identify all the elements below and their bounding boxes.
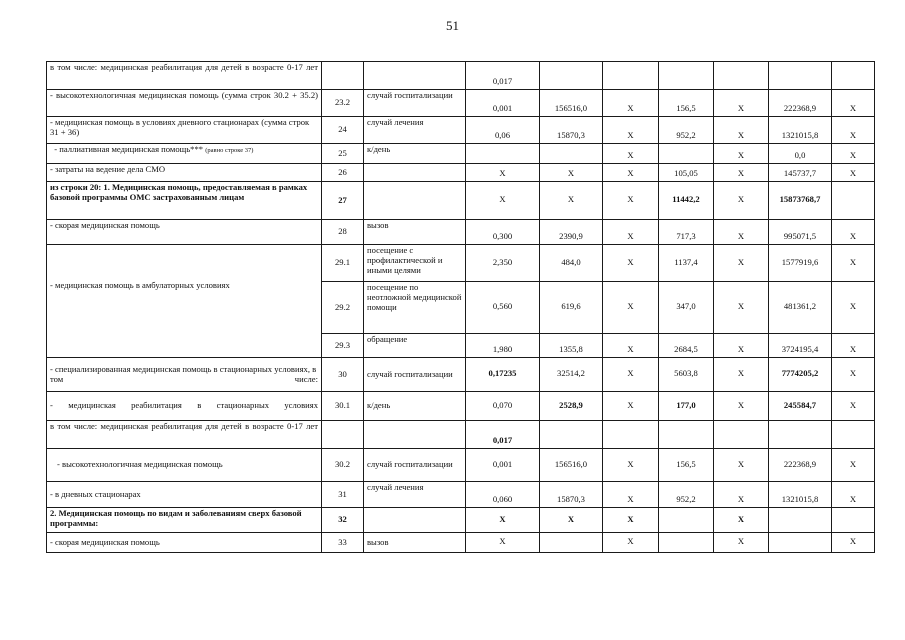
table-row: [47, 90, 875, 117]
value-cell: [832, 62, 875, 90]
row-description: - скорая медицинская помощь: [47, 533, 322, 553]
value-cell: X: [832, 449, 875, 482]
value-cell: X: [714, 358, 769, 392]
value-cell: 0,0: [769, 144, 832, 164]
value-cell: [603, 62, 659, 90]
value-cell: [714, 421, 769, 449]
row-number: 30: [322, 358, 364, 392]
value-cell: X: [603, 90, 659, 117]
value-cell: 2390,9: [540, 220, 603, 245]
value-cell: 0,060: [466, 482, 540, 508]
value-cell: X: [832, 245, 875, 282]
value-cell: 32514,2: [540, 358, 603, 392]
value-cell: 3724195,4: [769, 334, 832, 358]
value-cell: [603, 421, 659, 449]
value-cell: [832, 421, 875, 449]
value-cell: 222368,9: [769, 90, 832, 117]
value-cell: [659, 421, 714, 449]
value-cell: X: [603, 334, 659, 358]
row-description-text: - паллиативная медицинская помощь***: [54, 144, 204, 154]
value-cell: X: [832, 220, 875, 245]
value-cell: 1137,4: [659, 245, 714, 282]
value-cell: X: [832, 482, 875, 508]
value-cell: 7774205,2: [769, 358, 832, 392]
value-cell: 1,980: [466, 334, 540, 358]
value-cell: 2684,5: [659, 334, 714, 358]
value-cell: X: [714, 220, 769, 245]
row-unit: к/день: [364, 392, 466, 421]
value-cell: 2528,9: [540, 392, 603, 421]
row-number: 29.3: [322, 334, 364, 358]
value-cell: 11442,2: [659, 182, 714, 220]
value-cell: [769, 508, 832, 533]
row-unit: [364, 421, 466, 449]
value-cell: X: [714, 282, 769, 334]
value-cell: 15870,3: [540, 482, 603, 508]
value-cell: 347,0: [659, 282, 714, 334]
value-cell: 0,070: [466, 392, 540, 421]
table-row: [47, 164, 875, 182]
row-number: [322, 421, 364, 449]
row-description: - скорая медицинская помощь: [47, 220, 322, 245]
value-cell: [769, 421, 832, 449]
value-cell: 245584,7: [769, 392, 832, 421]
value-cell: X: [832, 392, 875, 421]
row-unit: посещение с профилактической и иными целями: [364, 245, 466, 282]
value-cell: 0,001: [466, 449, 540, 482]
value-cell: 0,001: [466, 90, 540, 117]
table-row: [47, 182, 875, 220]
row-description: 2. Медицинская помощь по видам и заболеваниям сверх базовой программы:: [47, 508, 322, 533]
value-cell: X: [832, 358, 875, 392]
value-cell: 0,17235: [466, 358, 540, 392]
value-cell: X: [714, 144, 769, 164]
value-cell: 0,017: [466, 62, 540, 90]
value-cell: X: [832, 334, 875, 358]
row-unit: случай госпитализации: [364, 358, 466, 392]
value-cell: [659, 62, 714, 90]
value-cell: 15873768,7: [769, 182, 832, 220]
value-cell: 156516,0: [540, 449, 603, 482]
value-cell: 105,05: [659, 164, 714, 182]
row-description: - медицинская помощь в условиях дневного стационарах (сумма строк 31 + 36): [47, 117, 322, 144]
value-cell: 222368,9: [769, 449, 832, 482]
value-cell: X: [832, 282, 875, 334]
row-number: 29.1: [322, 245, 364, 282]
value-cell: X: [466, 533, 540, 553]
value-cell: X: [603, 449, 659, 482]
value-cell: X: [714, 164, 769, 182]
row-number: 26: [322, 164, 364, 182]
row-number: 23.2: [322, 90, 364, 117]
budget-table: [46, 61, 875, 553]
value-cell: X: [714, 449, 769, 482]
value-cell: [540, 62, 603, 90]
value-cell: 15870,3: [540, 117, 603, 144]
value-cell: X: [603, 245, 659, 282]
value-cell: X: [603, 144, 659, 164]
value-cell: [769, 62, 832, 90]
value-cell: [832, 508, 875, 533]
table-row: [47, 482, 875, 508]
value-cell: X: [603, 392, 659, 421]
row-description: [47, 144, 322, 164]
table-row: [47, 220, 875, 245]
table-row: [47, 449, 875, 482]
table-row: [47, 508, 875, 533]
row-unit: случай госпитализации: [364, 449, 466, 482]
value-cell: X: [832, 164, 875, 182]
value-cell: 2,350: [466, 245, 540, 282]
value-cell: 156516,0: [540, 90, 603, 117]
value-cell: 145737,7: [769, 164, 832, 182]
row-unit: обращение: [364, 334, 466, 358]
table-row: [47, 358, 875, 392]
value-cell: 481361,2: [769, 282, 832, 334]
value-cell: X: [540, 164, 603, 182]
value-cell: 156,5: [659, 90, 714, 117]
value-cell: 0,017: [466, 421, 540, 449]
value-cell: X: [714, 182, 769, 220]
row-unit: к/день: [364, 144, 466, 164]
value-cell: X: [603, 482, 659, 508]
value-cell: X: [603, 220, 659, 245]
value-cell: 1577919,6: [769, 245, 832, 282]
row-description: - медицинская помощь в амбулаторных условиях: [47, 245, 322, 358]
value-cell: X: [603, 182, 659, 220]
value-cell: 952,2: [659, 482, 714, 508]
row-number: 30.1: [322, 392, 364, 421]
row-number: 30.2: [322, 449, 364, 482]
value-cell: 717,3: [659, 220, 714, 245]
value-cell: 952,2: [659, 117, 714, 144]
value-cell: [659, 144, 714, 164]
page-number: 51: [446, 18, 459, 33]
table-row: [47, 117, 875, 144]
row-description: в том числе: медицинская реабилитация для детей в возрасте 0-17 лет: [47, 421, 322, 449]
value-cell: [769, 533, 832, 553]
value-cell: 995071,5: [769, 220, 832, 245]
value-cell: 0,300: [466, 220, 540, 245]
row-description: из строки 20: 1. Медицинская помощь, предоставляемая в рамках базовой программы ОМС застрахованным лицам: [47, 182, 322, 220]
row-number: 33: [322, 533, 364, 553]
row-unit: [364, 182, 466, 220]
row-number: 25: [322, 144, 364, 164]
value-cell: X: [603, 508, 659, 533]
value-cell: X: [603, 533, 659, 553]
row-unit: [364, 62, 466, 90]
value-cell: X: [466, 508, 540, 533]
value-cell: X: [540, 508, 603, 533]
row-unit: случай госпитализации: [364, 90, 466, 117]
value-cell: [714, 62, 769, 90]
table-row: [47, 62, 875, 90]
value-cell: [466, 144, 540, 164]
row-description: - специализированная медицинская помощь в стационарных условиях, в том числе:: [47, 358, 322, 392]
table-row: [47, 533, 875, 553]
value-cell: X: [714, 392, 769, 421]
table-row: [47, 392, 875, 421]
value-cell: X: [603, 358, 659, 392]
value-cell: X: [603, 117, 659, 144]
row-number: 29.2: [322, 282, 364, 334]
value-cell: [659, 508, 714, 533]
value-cell: 1321015,8: [769, 482, 832, 508]
value-cell: [832, 182, 875, 220]
value-cell: [659, 533, 714, 553]
value-cell: X: [714, 533, 769, 553]
value-cell: X: [714, 117, 769, 144]
value-cell: X: [832, 90, 875, 117]
value-cell: 0,06: [466, 117, 540, 144]
value-cell: X: [714, 245, 769, 282]
row-number: 28: [322, 220, 364, 245]
value-cell: 177,0: [659, 392, 714, 421]
row-unit: случай лечения: [364, 482, 466, 508]
row-number: 24: [322, 117, 364, 144]
table-row: [47, 245, 875, 282]
row-description-note: (равно строке 37): [205, 147, 254, 154]
table-row: [47, 421, 875, 449]
value-cell: 1321015,8: [769, 117, 832, 144]
value-cell: 156,5: [659, 449, 714, 482]
value-cell: 1355,8: [540, 334, 603, 358]
value-cell: X: [603, 164, 659, 182]
value-cell: X: [714, 334, 769, 358]
value-cell: X: [714, 482, 769, 508]
value-cell: 484,0: [540, 245, 603, 282]
row-unit: [364, 164, 466, 182]
row-number: 31: [322, 482, 364, 508]
row-description: - затраты на ведение дела СМО: [47, 164, 322, 182]
value-cell: X: [832, 144, 875, 164]
value-cell: X: [540, 182, 603, 220]
value-cell: X: [603, 282, 659, 334]
value-cell: 0,560: [466, 282, 540, 334]
value-cell: 5603,8: [659, 358, 714, 392]
row-number: 32: [322, 508, 364, 533]
row-description: - медицинская реабилитация в стационарных условиях: [47, 392, 322, 421]
row-unit: вызов: [364, 220, 466, 245]
value-cell: X: [714, 508, 769, 533]
row-description: - высокотехнологичная медицинская помощь: [47, 449, 322, 482]
table-row: [47, 144, 875, 164]
value-cell: X: [466, 182, 540, 220]
row-description: в том числе: медицинская реабилитация для детей в возрасте 0-17 лет: [47, 62, 322, 90]
row-number: [322, 62, 364, 90]
value-cell: [540, 533, 603, 553]
value-cell: X: [466, 164, 540, 182]
row-description: - высокотехнологичная медицинская помощь (сумма строк 30.2 + 35.2): [47, 90, 322, 117]
row-unit: случай лечения: [364, 117, 466, 144]
value-cell: X: [714, 90, 769, 117]
row-unit: посещение по неотложной медицинской помощи: [364, 282, 466, 334]
row-unit: вызов: [364, 533, 466, 553]
row-description: - в дневных стационарах: [47, 482, 322, 508]
value-cell: X: [832, 117, 875, 144]
value-cell: 619,6: [540, 282, 603, 334]
value-cell: [540, 144, 603, 164]
row-number: 27: [322, 182, 364, 220]
row-unit: [364, 508, 466, 533]
value-cell: X: [832, 533, 875, 553]
value-cell: [540, 421, 603, 449]
